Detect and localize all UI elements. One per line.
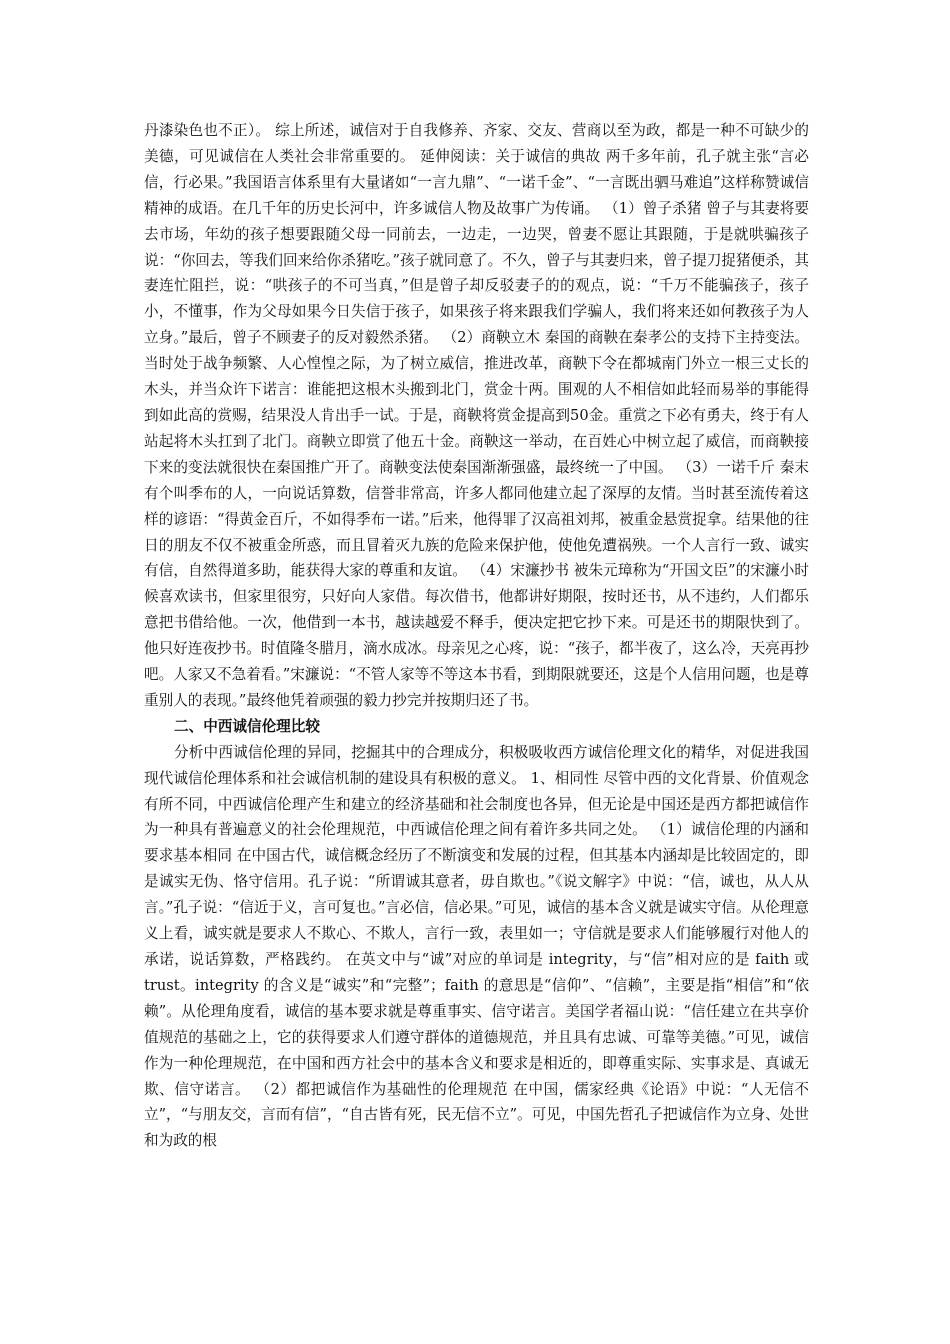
section-heading: 二、中西诚信伦理比较 bbox=[174, 717, 320, 735]
body-paragraph: 丹漆染色也不正）。 综上所述，诚信对于自我修养、齐家、交友、营商以至为政，都是一种不可缺少的美德，可见诚信在人类社会非常重要的。 延伸阅读：关于诚信的典故 两千多年前，孔子就主张“言必信，行必果。”我国语言体系里有大量诸如“一言九鼎”、“一诺千金”、“一言既出驷马难追”这样称赞诚信精神的成语。在几千年的历史长河中，许多诚信人物及故事广为传诵。 （1）曾子杀猪 曾子与其妻将要去市场，年幼的孩子想要跟随父母一同前去，一边走，一边哭，曾妻不愿让其跟随，于是就哄骗孩子说：“你回去，等我们回来给你杀猪吃。”孩子就同意了。不久，曾子与其妻归来，曾子提刀捉猪便杀，其妻连忙阻拦，说：“哄孩子的不可当真，”但是曾子却反驳妻子的的观点，说：“千万不能骗孩子，孩子小，不懂事，作为父母如果今日失信于孩子，如果孩子将来跟我们学骗人，我们将来还如何教孩子为人立身。”最后，曾子不顾妻子的反对毅然杀猪。 （2）商鞅立木 秦国的商鞅在秦孝公的支持下主持变法。当时处于战争频繁、人心惶惶之际，为了树立威信，推进改革，商鞅下令在都城南门外立一根三丈长的木头，并当众许下诺言：谁能把这根木头搬到北门，赏金十两。围观的人不相信如此轻而易举的事能得到如此高的赏赐，结果没人肯出手一试。于是，商鞅将赏金提高到50金。重赏之下必有勇夫，终于有人站起将木头扛到了北门。商鞅立即赏了他五十金。商鞅这一举动，在百姓心中树立起了威信，而商鞅接下来的变法就很快在秦国推广开了。商鞅变法使秦国渐渐强盛，最终统一了中国。 （3）一诺千斤 秦末有个叫季布的人，一向说话算数，信誉非常高，许多人都同他建立起了深厚的友情。当时甚至流传着这样的谚语：“得黄金百斤，不如得季布一诺。”后来，他得罪了汉高祖刘邦，被重金悬赏捉拿。结果他的往日的朋友不仅不被重金所惑，而且冒着灭九族的危险来保护他，使他免遭祸殃。一个人言行一致、诚实有信，自然得道多助，能获得大家的尊重和友谊。 （4）宋濂抄书 被朱元璋称为“开国文臣”的宋濂小时候喜欢读书，但家里很穷，只好向人家借。每次借书，他都讲好期限，按时还书，从不违约，人们都乐意把书借给他。一次，他借到一本书，越读越爱不释手，便决定把它抄下来。可是还书的期限快到了。他只好连夜抄书。时值隆冬腊月，滴水成冰。母亲见之心疼，说：“孩子，都半夜了，这么冷，天亮再抄吧。人家又不急着看。”宋濂说：“不管人家等不等这本书看，到期限就要还，这是个人信用问题，也是尊重别人的表现。”最终他凭着顽强的毅力抄完并按期归还了书。 bbox=[144, 122, 809, 709]
body-paragraph: 分析中西诚信伦理的异同，挖掘其中的合理成分，积极吸收西方诚信伦理文化的精华，对促进我国现代诚信伦理体系和社会诚信机制的建设具有积极的意义。 1、相同性 尽管中西的文化背景、价值观念有所不同，中西诚信伦理产生和建立的经济基础和社会制度也各异，但无论是中国还是西方都把诚信作为一种具有普遍意义的社会伦理规范，中西诚信伦理之间有着许多共同之处。 （1）诚信伦理的内涵和要求基本相同 在中国古代，诚信概念经历了不断演变和发展的过程，但其基本内涵却是比较固定的，即是诚实无伪、恪守信用。孔子说：“所谓诚其意者，毋自欺也。”《说文解字》中说：“信，诚也，从人从言。”孔子说：“信近于义，言可复也。”言必信，信必果。”可见，诚信的基本含义就是诚实守信。从伦理意义上看，诚实就是要求人不欺心、不欺人，言行一致，表里如一；守信就是要求人们能够履行对他人的承诺，说话算数，严格践约。 在英文中与“诚”对应的单词是 integrity，与“信”相对应的是 faith 或 trust。integrity 的含义是“诚实”和“完整”；faith 的意思是“信仰”、“信赖”，主要是指“相信”和“依赖”。从伦理角度看，诚信的基本要求就是尊重事实、信守诺言。美国学者福山说：“信任建立在共享价值规范的基础之上，它的获得要求人们遵守群体的道德规范，并且具有忠诚、可靠等美德。”可见，诚信作为一种伦理规范，在中国和西方社会中的基本含义和要求是相近的，即尊重实际、实事求是、真诚无欺、信守诺言。 （2）都把诚信作为基础性的伦理规范 在中国，儒家经典《论语》中说：“人无信不立”，“与朋友交，言而有信”，“自古皆有死，民无信不立”。可见，中国先哲孔子把诚信作为立身、处世和为政的根 bbox=[144, 743, 809, 1150]
document-page bbox=[144, 118, 809, 1154]
